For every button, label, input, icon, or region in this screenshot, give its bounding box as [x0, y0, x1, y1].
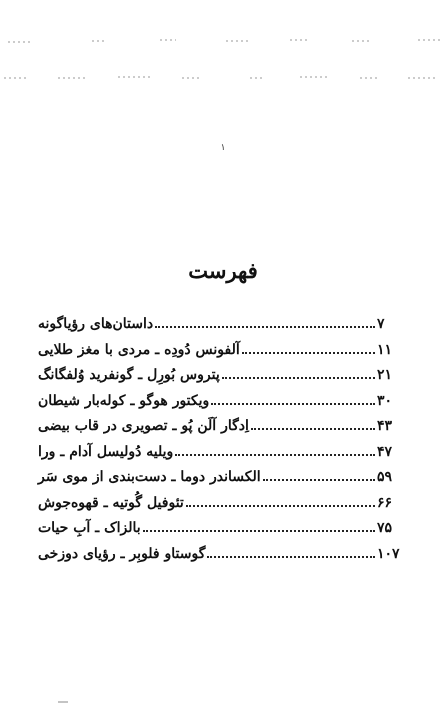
toc-entry-title: الکساندر دوما ـ دست‌بندی از موی سَر: [38, 469, 261, 485]
dot-leader: [251, 428, 375, 430]
dot-leader: [207, 556, 375, 558]
scan-bleed-marks: [0, 0, 446, 120]
dot-leader: [143, 530, 375, 532]
toc-entry-title: آلفونس دُودِه ـ مردی با مغز طلایی: [38, 341, 240, 358]
toc-entry-page: ۱۱: [377, 341, 393, 358]
toc-entry-page: ۵۹: [377, 469, 393, 485]
toc-entry: [35, 444, 411, 470]
toc-entry: [35, 546, 411, 572]
toc-entry-title: پتروس بُورِل ـ گونفرید وُلفگانگ: [38, 367, 220, 383]
toc-entry-page: ۱۰۷: [377, 545, 400, 562]
toc-entry-title: ویکتور هوگو ـ کوله‌بار شیطان: [38, 392, 210, 409]
toc-entry: [35, 469, 411, 495]
page-folio: ۱: [220, 143, 226, 153]
toc-entry-title: تئوفیل گُوتیه ـ قهوه‌جوش: [38, 494, 184, 511]
toc-entry: [35, 342, 411, 368]
toc-entry: [35, 393, 411, 419]
toc-entry: [35, 367, 411, 393]
toc-entry-page: ۷: [377, 316, 385, 332]
toc-entry-page: ۲۱: [377, 367, 393, 383]
dot-leader: [155, 326, 375, 328]
dot-leader: [222, 377, 375, 379]
toc-entry: [35, 316, 411, 342]
toc-entry-title: داستان‌های رؤیاگونه: [38, 316, 154, 332]
toc-heading: فهرست: [188, 258, 258, 283]
toc-entry-page: ۴۳: [377, 418, 393, 434]
dot-leader: [263, 479, 375, 481]
toc-entry-page: ۷۵: [377, 520, 393, 536]
dot-leader: [175, 454, 375, 456]
dot-leader: [242, 352, 375, 354]
dot-leader: [186, 505, 375, 507]
dot-leader: [211, 403, 375, 405]
toc-entry-page: ۳۰: [377, 392, 393, 409]
toc-entry: [35, 418, 411, 444]
toc-entry-page: ۶۶: [377, 494, 393, 511]
toc-entry: [35, 520, 411, 546]
toc-entry-title: ویلیه دُولیسل آدام ـ ورا: [38, 443, 174, 460]
toc-entry-title: گوستاو فلوبِر ـ رؤیای دوزخی: [38, 545, 206, 562]
toc-entry-title: بالزاک ـ آبِ حیات: [38, 520, 141, 536]
scan-speck: [58, 700, 68, 704]
toc-entry-page: ۴۷: [377, 443, 393, 460]
toc-entry-title: اِدگار آلَن پُو ـ تصویری در قاب بیضی: [38, 418, 249, 434]
table-of-contents: [35, 316, 411, 571]
toc-entry: [35, 495, 411, 521]
